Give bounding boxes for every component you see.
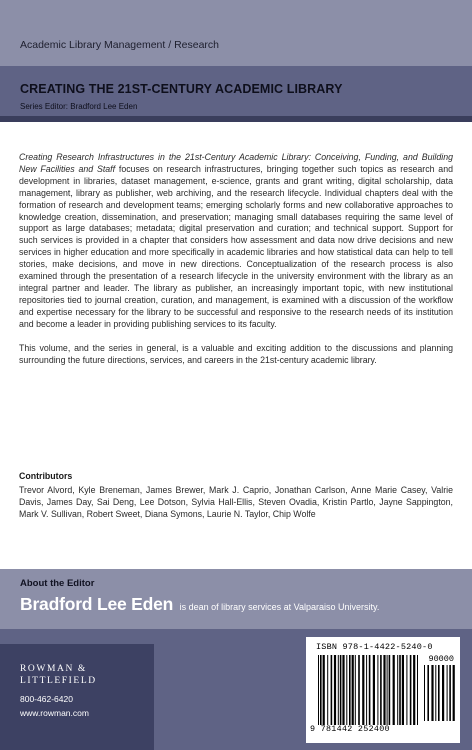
addon-digits: 90000 [428, 654, 454, 664]
barcode-bar [377, 655, 378, 725]
barcode-bar [389, 655, 391, 725]
editor-name: Bradford Lee Eden [20, 594, 174, 614]
barcode-bar [327, 655, 328, 725]
editor-bio: is dean of library services at Valparaiso University. [179, 602, 380, 612]
barcode-bar [380, 655, 382, 725]
barcode-bar [435, 665, 436, 721]
barcode-bar [358, 655, 360, 725]
barcode-bar [442, 665, 444, 721]
barcode-bar [387, 655, 388, 725]
barcode-bar [449, 665, 451, 721]
barcode-bar [369, 655, 371, 725]
book-title: Creating Research Infrastructures in the 21st-Century Academic Library: Conceiving, Funding, and Building New Facilities and Staff [19, 152, 453, 174]
description-paragraph-1 [19, 152, 453, 331]
publisher-name-line-1: ROWMAN & [20, 664, 87, 674]
barcode-bar [323, 655, 325, 725]
barcode-bar [447, 665, 448, 721]
description-paragraph-2: This volume, and the series in general, is a valuable and exciting addition to the discussions and planning surrounding the future directions, services, and careers in the 21st-century academic library. [19, 342, 453, 365]
ean-digits: 9 781442 252400 [310, 724, 390, 734]
barcode-bar [352, 655, 354, 725]
barcode-bar [393, 655, 395, 725]
about-editor-heading: About the Editor [20, 578, 95, 589]
barcode-bar [373, 655, 375, 725]
about-editor-band [0, 569, 472, 629]
series-editor: Series Editor: Bradford Lee Eden [20, 102, 138, 111]
book-description [19, 152, 453, 378]
editor-line [20, 594, 379, 615]
barcode-bar [346, 655, 347, 725]
publisher-block [0, 644, 154, 750]
series-title: CREATING THE 21ST-CENTURY ACADEMIC LIBRARY [20, 82, 343, 96]
category-label: Academic Library Management / Research [20, 39, 220, 51]
barcode-bar [438, 665, 440, 721]
barcode-bar [318, 655, 319, 725]
contributors-list: Trevor Alvord, Kyle Breneman, James Brewer, Mark J. Caprio, Jonathan Carlson, Anne Marie Casey, Valrie Davis, James Day, Sai Deng, Lee Dotson, Sylvia Hall-Ellis, Steven Ovadia, Kristin Partlo, Jayne Sappington, Mark V. Sullivan, Robert Sweet, Diana Symons, Laurie N. Taylor, Chip Wolfe [19, 484, 453, 519]
barcode-bar [338, 655, 339, 725]
series-title-band [0, 66, 472, 122]
barcode-bar [320, 655, 322, 725]
barcode-bar [334, 655, 336, 725]
barcode-bar [427, 665, 429, 721]
isbn-barcode [306, 637, 460, 743]
barcode-bar [355, 655, 356, 725]
contributors-section [19, 471, 453, 521]
barcode-bar [417, 655, 418, 725]
publisher-phone: 800-462-6420 [20, 694, 73, 704]
barcode-bar [342, 655, 344, 725]
publisher-website: www.rowman.com [20, 708, 89, 718]
isbn-label: ISBN 978-1-4422-5240-0 [316, 642, 433, 652]
barcode-bar [340, 655, 342, 725]
bottom-band [0, 629, 472, 750]
barcode-bar [331, 655, 333, 725]
barcode-bar [424, 665, 425, 721]
barcode-bar [406, 655, 407, 725]
top-category-band [0, 0, 472, 66]
barcode-bar [431, 665, 433, 721]
barcode-bar [366, 655, 367, 725]
description-body: focuses on research infrastructures, bringing together such topics as research and development in libraries, dataset management, e-science, grants and grant writing, digital scholarship, data management, library as publisher, web archiving, and the research lifecycle. Individual chapters deal with the formation of research and development teams; emerging scholarly forms and new collaborative approaches to knowledge creation, dissemination, and preservation; managing small databases requiring the same level of support as large databases; metadata; digital preservation and curation; and technical support. Support for such services is provided in a chapter that considers how assessment and data now drive decisions and new services in higher education and more specifically in academic libraries and how statistical data can help to tell stories, make decisions, and move in new directions. Conceptualization of the research process is also examined through the presentation of a research lifecycle in the university environment with the library as an integral partner and leader. The library as publisher, an increasingly important topic, with new institutional repositories tied to journal creation, curation, and management, is examined with a discussion of the workflow and expertise necessary for the library to be successful and responsive to the research needs of its institution and become a leader in providing publishing services to its faculty. [19, 163, 453, 329]
barcode-bar [410, 655, 412, 725]
barcode-bar [383, 655, 385, 725]
barcode-bar [453, 665, 455, 721]
barcode-bar [399, 655, 401, 725]
barcode-bar [397, 655, 398, 725]
barcode-bar [349, 655, 351, 725]
barcode-bar [362, 655, 364, 725]
barcode-bar [402, 655, 404, 725]
publisher-name-line-2: LITTLEFIELD [20, 676, 97, 686]
barcode-bar [413, 655, 415, 725]
contributors-heading: Contributors [19, 471, 73, 481]
